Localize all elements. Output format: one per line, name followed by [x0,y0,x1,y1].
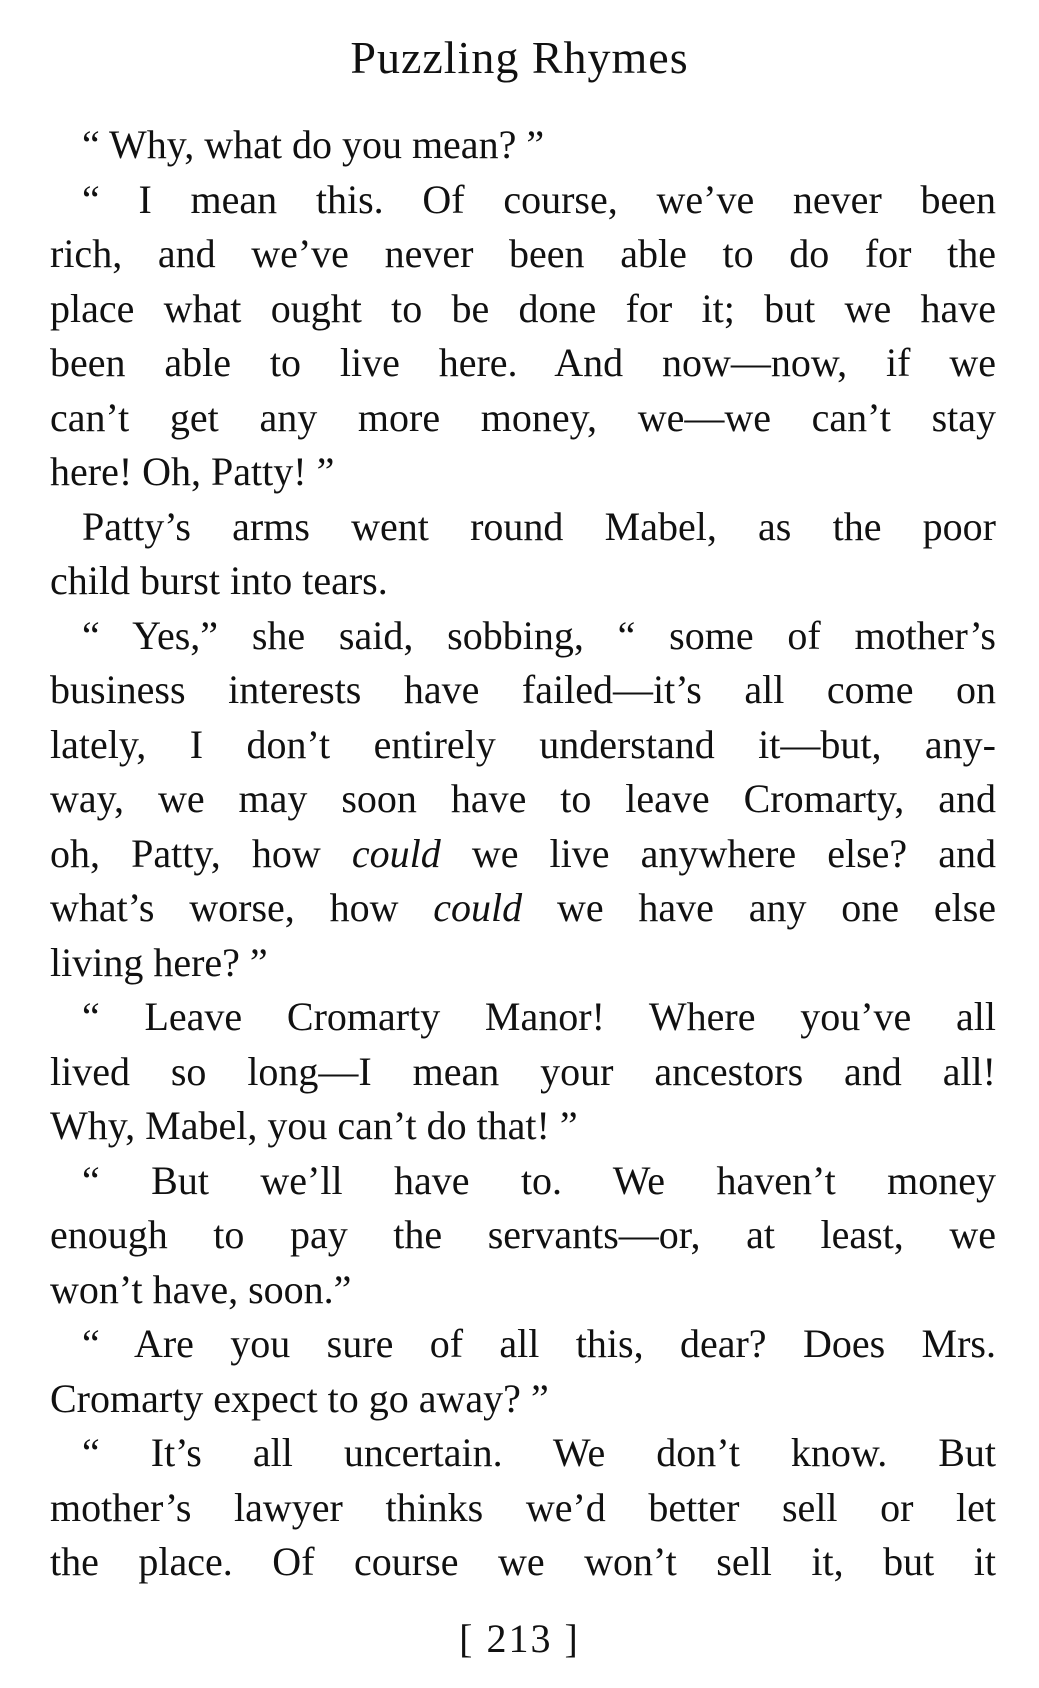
text-line: “ Leave Cromarty Manor! Where you’ve all [82,994,996,1039]
text-line: rich, and we’ve never been able to do for the [50,231,996,276]
emphasis: could [351,830,441,876]
text-line: can’t get any more money, we—we can’t stay [50,394,996,440]
text-line: oh, Patty, how could we live anywhere else? and [50,830,997,876]
text-line: way, we may soon have to leave Cromarty, and [50,776,996,821]
text-line: “ Are you sure of all this, dear? Does Mrs. [82,1321,996,1366]
text-line: “ It’s all uncertain. We don’t know. But [82,1430,996,1475]
text-line: the place. Of course we won’t sell it, but it [50,1539,996,1584]
text-line: “ Yes,” she said, sobbing, “ some of mother’s [82,612,996,658]
text-line: lately, I don’t entirely understand it—but, any- [50,721,996,767]
text-line: won’t have, soon.” [50,1266,352,1312]
text-line: “ But we’ll have to. We haven’t money [82,1157,996,1203]
page-number: [ 213 ] [459,1616,580,1661]
text-line: what’s worse, how could we have any one else [50,885,997,930]
text-line: Why, Mabel, you can’t do that! ” [50,1103,578,1148]
running-head: Puzzling Rhymes [350,32,689,83]
emphasis: could [433,885,523,930]
text-line: been able to live here. And now—now, if we [50,340,996,385]
text-line: Cromarty expect to go away? ” [50,1375,549,1421]
body-text [50,118,996,1590]
text-line: “ Why, what do you mean? ” [82,122,545,167]
text-line: “ I mean this. Of course, we’ve never been [82,176,996,222]
text-line: lived so long—I mean your ancestors and all! [50,1048,996,1094]
text-line: enough to pay the servants—or, at least, we [50,1212,996,1257]
text-line: living here? ” [50,939,268,985]
text-line: place what ought to be done for it; but we have [50,285,996,331]
text-line: mother’s lawyer thinks we’d better sell or let [50,1484,996,1530]
text-line: child burst into tears. [50,558,388,603]
text-line: business interests have failed—it’s all come on [50,667,996,712]
text-line: Patty’s arms went round Mabel, as the poor [82,503,996,549]
text-line: here! Oh, Patty! ” [50,449,335,494]
